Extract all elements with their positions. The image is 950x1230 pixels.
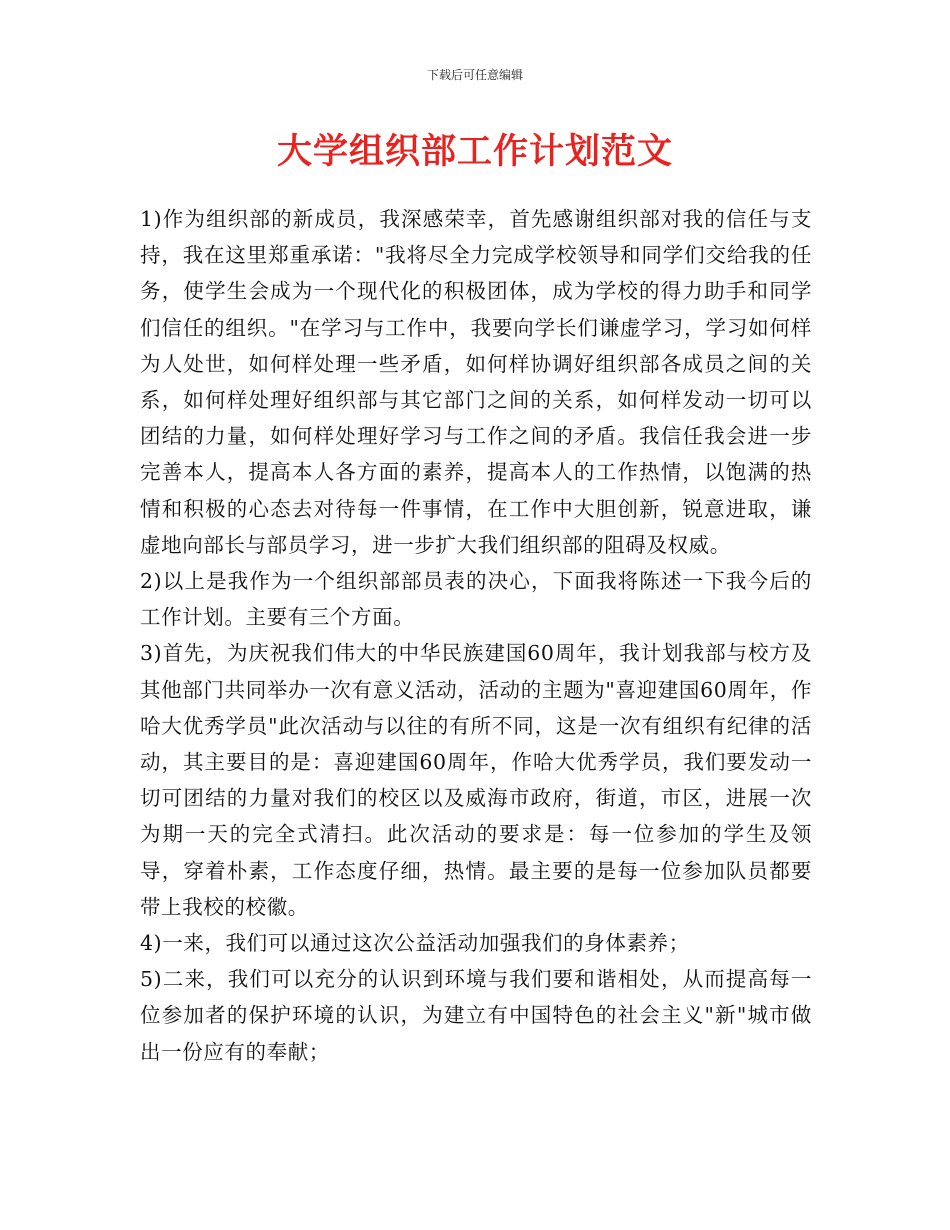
document-body	[140, 201, 812, 1070]
paragraph-3: 3)首先，为庆祝我们伟大的中华民族建国60周年，我计划我部与校方及其他部门共同举办一次有意义活动，活动的主题为"喜迎建国60周年，作哈大优秀学员"此次活动与以往的有所不同，这是一次有组织有纪律的活动，其主要目的是：喜迎建国60周年，作哈大优秀学员，我们要发动一切可团结的力量对我们的校区以及威海市政府，街道，市区，进展一次为期一天的完全式清扫。此次活动的要求是：每一位参加的学生及领导，穿着朴素，工作态度仔细，热情。最主要的是每一位参加队员都要带上我校的校徽。	[140, 641, 812, 919]
paragraph-5: 5)二来，我们可以充分的认识到环境与我们要和谐相处，从而提高每一位参加者的保护环境的认识，为建立有中国特色的社会主义"新"城市做出一份应有的奉献；	[140, 967, 812, 1064]
paragraph-1: 1)作为组织部的新成员，我深感荣幸，首先感谢组织部对我的信任与支持，我在这里郑重承诺："我将尽全力完成学校领导和同学们交给我的任务，使学生会成为一个现代化的积极团体，成为学校的得力助手和同学们信任的组织。"在学习与工作中，我要向学长们谦虚学习，学习如何样为人处世，如何样处理一些矛盾，如何样协调好组织部各成员之间的关系，如何样处理好组织部与其它部门之间的关系，如何样发动一切可以团结的力量，如何样处理好学习与工作之间的矛盾。我信任我会进一步完善本人，提高本人各方面的素养，提高本人的工作热情，以饱满的热情和积极的心态去对待每一件事情，在工作中大胆创新，锐意进取，谦虚地向部长与部员学习，进一步扩大我们组织部的阻碍及权威。	[140, 207, 812, 557]
paragraph-2: 2)以上是我作为一个组织部部员表的决心，下面我将陈述一下我今后的工作计划。主要有三个方面。	[140, 569, 812, 630]
document-title: 大学组织部工作计划范文	[276, 132, 673, 172]
paragraph-4: 4)一来，我们可以通过这次公益活动加强我们的身体素养；	[140, 931, 690, 956]
header-note: 下载后可任意编辑	[426, 68, 523, 82]
